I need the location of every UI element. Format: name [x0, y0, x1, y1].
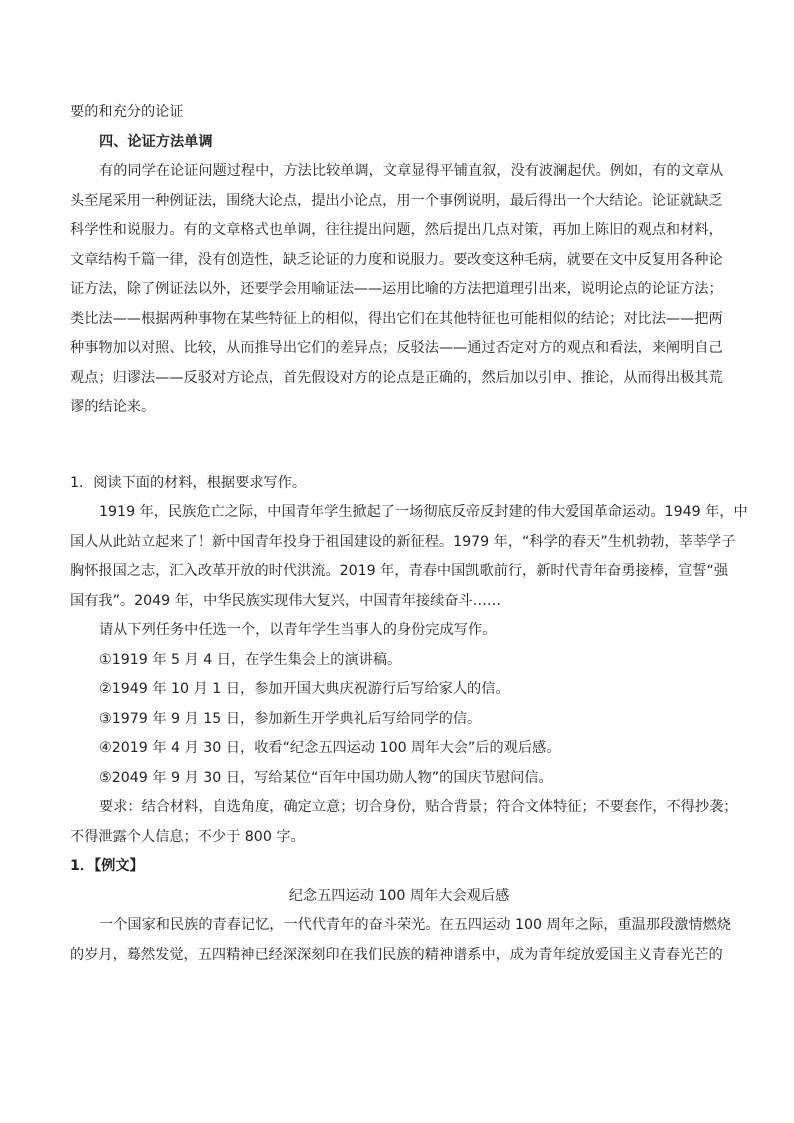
task-intro: 请从下列任务中任选一个，以青年学生当事人的身份完成写作。 [99, 622, 497, 638]
requirements [70, 793, 738, 852]
paragraph-line: 有的同学在论证问题过程中，方法比较单调，文章显得平铺直叙，没有波澜起伏。例如，有的文章从 [99, 163, 724, 179]
material-paragraph [70, 498, 748, 616]
paragraph-line: 种事物加以对照、比较，从而推导出它们的差异点；反驳法——通过否定对方的观点和看法，来阐明自己 [70, 340, 723, 356]
task-item: ②1949 年 10 月 1 日，参加开国大典庆祝游行后写给家人的信。 [99, 681, 510, 697]
essay-line: 的岁月，蓦然发觉，五四精神已经深深刻印在我们民族的精神谱系中，成为青年绽放爱国主义青春光芒的 [70, 946, 723, 963]
question-title: 1．阅读下面的材料，根据要求写作。 [70, 474, 307, 491]
material-line: 国人从此站立起来了！新中国青年投身于祖国建设的新征程。1979 年，“科学的春天”生机勃勃，莘莘学子 [70, 533, 736, 550]
requirements-line: 要求：结合材料，自选角度，确定立意；切合身份，贴合背景；符合文体特征；不要套作，不得抄袭； [99, 799, 738, 815]
paragraph-line: 谬的结论来。 [70, 399, 156, 415]
answer-label: 1．【例文】 [70, 858, 144, 874]
essay-body [70, 911, 731, 970]
lead-line: 要的和充分的论证 [70, 104, 184, 120]
paragraph-argument-methods [70, 157, 728, 423]
paragraph-line: 观点；归谬法——反驳对方论点，首先假设对方的论点是正确的，然后加以引申、推论，从而得出极其荒 [70, 369, 723, 386]
spacer [70, 423, 728, 469]
task-list [70, 646, 728, 794]
paragraph-line: 类比法——根据两种事物在某些特征上的相似，得出它们在其他特征也可能相似的结论；对比法——把两 [70, 310, 723, 327]
essay-title: 纪念五四运动 100 周年大会观后感 [288, 887, 510, 904]
task-item: ③1979 年 9 月 15 日，参加新生开学典礼后写给同学的信。 [99, 710, 482, 727]
paragraph-line: 证方法，除了例证法以外，还要学会用喻证法——运用比喻的方法把道理引出来，说明论点的论证方法； [70, 281, 723, 297]
paragraph-line: 科学性和说服力。有的文章格式也单调，往往提出问题，然后提出几点对策，再加上陈旧的观点和材料， [70, 222, 723, 238]
paragraph-line: 文章结构千篇一律，没有创造性，缺乏论证的力度和说服力。要改变这种毛病，就要在文中反复用各种论 [70, 251, 723, 268]
task-item: ④2019 年 4 月 30 日，收看“纪念五四运动 100 周年大会”后的观后感。 [99, 740, 561, 756]
task-item: ①1919 年 5 月 4 日，在学生集会上的演讲稿。 [99, 651, 402, 668]
requirements-line: 不得泄露个人信息；不少于 800 字。 [70, 828, 305, 845]
section-heading: 四、论证方法单调 [99, 133, 213, 150]
material-line: 国有我”。2049 年，中华民族实现伟大复兴，中国青年接续奋斗…… [70, 592, 502, 609]
material-line: 1919 年，民族危亡之际，中国青年学生掀起了一场彻底反帝反封建的伟大爱国革命运动。1949 年，中 [99, 504, 748, 520]
paragraph-line: 头至尾采用一种例证法，围绕大论点，提出小论点，用一个事例说明，最后得出一个大结论。论证就缺乏 [70, 192, 723, 209]
essay-line: 一个国家和民族的青春记忆，一代代青年的奋斗荣光。在五四运动 100 周年之际，重温那段激情燃烧 [99, 917, 731, 933]
task-item: ⑤2049 年 9 月 30 日，写给某位“百年中国功勋人物”的国庆节慰问信。 [99, 769, 553, 786]
material-line: 胸怀报国之志，汇入改革开放的时代洪流。2019 年，青春中国凯歌前行，新时代青年奋勇接棒，宣誓“强 [70, 563, 729, 579]
